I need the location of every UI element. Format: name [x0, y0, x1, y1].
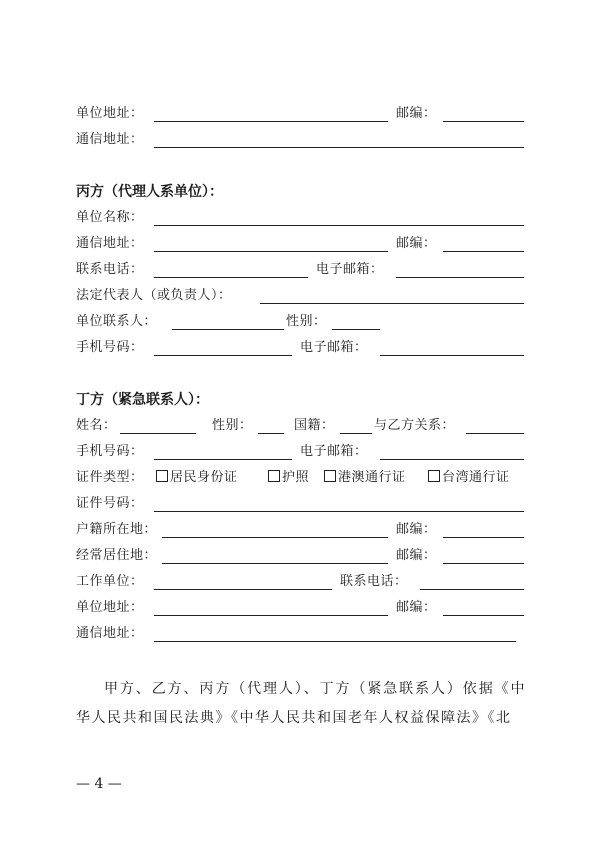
- checkbox-icon[interactable]: [324, 470, 336, 482]
- d-relation-field[interactable]: [466, 433, 524, 434]
- c-mobile-label: 手机号码：: [76, 340, 144, 355]
- id-option-label: 居民身份证: [170, 470, 238, 485]
- party-c-heading: 丙方（代理人系单位）：: [76, 184, 223, 200]
- d-mobile-field[interactable]: [154, 459, 292, 460]
- c-postcode-field[interactable]: [443, 251, 524, 252]
- d-unit-address-field[interactable]: [154, 615, 388, 616]
- id-option-label: 护照: [282, 470, 310, 485]
- id-option-resident-card[interactable]: [156, 470, 238, 486]
- d-nationality-label: 国籍：: [294, 418, 335, 433]
- c-legal-rep-label: 法定代表人（或负责人）：: [76, 288, 232, 303]
- mail-address-label: 通信地址：: [76, 132, 144, 147]
- c-contact-field[interactable]: [172, 329, 284, 330]
- d-name-label: 姓名：: [76, 418, 117, 433]
- id-option-passport[interactable]: [268, 470, 309, 486]
- c-email-label: 电子邮箱：: [316, 262, 384, 277]
- unit-address-label: 单位地址：: [76, 106, 144, 121]
- c-postcode-label: 邮编：: [396, 236, 437, 251]
- c-mail-address-label: 通信地址：: [76, 236, 144, 251]
- id-option-taiwan-permit[interactable]: [428, 470, 510, 486]
- d-postcode2-label: 邮编：: [396, 548, 437, 563]
- d-gender-field[interactable]: [258, 433, 284, 434]
- d-postcode3-field[interactable]: [443, 615, 524, 616]
- body-paragraph: 甲方、乙方、丙方（代理人）、丁方（紧急联系人）依据《中华人民共和国民法典》《中华人民共和国老年人权益保障法》《北: [76, 681, 526, 726]
- c-phone-label: 联系电话：: [76, 262, 144, 277]
- postcode-label: 邮编：: [396, 106, 437, 121]
- d-relation-label: 与乙方关系：: [374, 418, 456, 433]
- postcode-field[interactable]: [443, 121, 524, 122]
- d-gender-label: 性别：: [212, 418, 253, 433]
- d-work-phone-label: 联系电话：: [340, 574, 408, 589]
- d-postcode1-field[interactable]: [443, 537, 524, 538]
- d-residence-field[interactable]: [162, 563, 388, 564]
- d-id-number-field[interactable]: [154, 511, 524, 512]
- page-number: — 4 —: [76, 776, 122, 792]
- unit-address-field[interactable]: [154, 121, 388, 122]
- d-id-type-label: 证件类型：: [76, 470, 144, 485]
- id-option-label: 台湾通行证: [442, 470, 510, 485]
- c-gender-field[interactable]: [332, 329, 380, 330]
- checkbox-icon[interactable]: [156, 470, 168, 482]
- c-mobile-field[interactable]: [154, 355, 292, 356]
- d-name-field[interactable]: [120, 433, 196, 434]
- party-d-heading: 丁方（紧急联系人）：: [76, 392, 209, 408]
- d-postcode2-field[interactable]: [443, 563, 524, 564]
- d-work-phone-field[interactable]: [420, 589, 524, 590]
- c-unit-name-label: 单位名称：: [76, 210, 144, 225]
- checkbox-icon[interactable]: [428, 470, 440, 482]
- c-phone-field[interactable]: [154, 277, 308, 278]
- d-mail-address-field[interactable]: [154, 641, 516, 642]
- c-mail-address-field[interactable]: [154, 251, 388, 252]
- d-work-unit-label: 工作单位：: [76, 574, 144, 589]
- c-legal-rep-field[interactable]: [260, 303, 524, 304]
- id-option-label: 港澳通行证: [338, 470, 406, 485]
- d-nationality-field[interactable]: [340, 433, 372, 434]
- d-residence-label: 经常居住地：: [76, 548, 158, 563]
- d-postcode1-label: 邮编：: [396, 522, 437, 537]
- d-mobile-label: 手机号码：: [76, 444, 144, 459]
- d-id-number-label: 证件号码：: [76, 496, 144, 511]
- d-unit-address-label: 单位地址：: [76, 600, 144, 615]
- d-email-label: 电子邮箱：: [300, 444, 368, 459]
- d-household-label: 户籍所在地：: [76, 522, 158, 537]
- id-option-hk-macao-permit[interactable]: [324, 470, 406, 486]
- checkbox-icon[interactable]: [268, 470, 280, 482]
- c-unit-name-field[interactable]: [154, 225, 524, 226]
- c-gender-label: 性别：: [286, 314, 327, 329]
- c-email-field[interactable]: [396, 277, 524, 278]
- c-contact-label: 单位联系人：: [76, 314, 158, 329]
- d-household-field[interactable]: [162, 537, 388, 538]
- d-work-unit-field[interactable]: [154, 589, 332, 590]
- c-email2-label: 电子邮箱：: [300, 340, 368, 355]
- d-postcode3-label: 邮编：: [396, 600, 437, 615]
- d-email-field[interactable]: [380, 459, 524, 460]
- c-email2-field[interactable]: [380, 355, 524, 356]
- mail-address-field[interactable]: [154, 147, 524, 148]
- d-mail-address-label: 通信地址：: [76, 626, 144, 641]
